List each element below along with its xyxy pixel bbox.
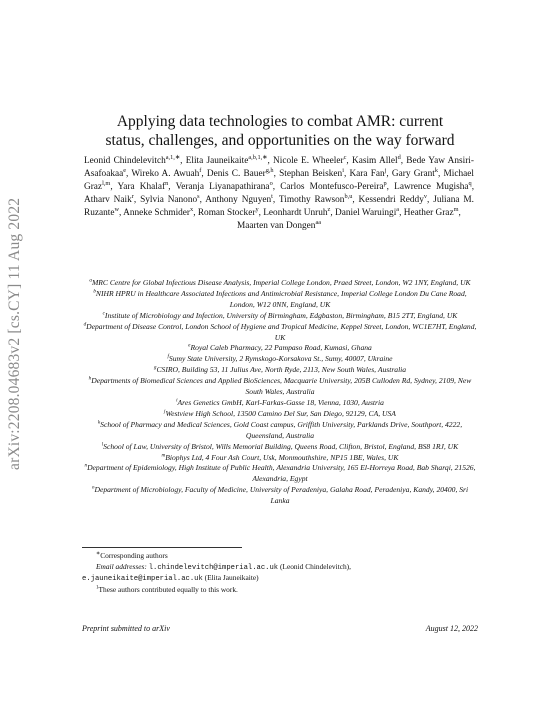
author-list (84, 155, 474, 233)
title-line-2: status, challenges, and opportunities on the way forward (105, 132, 455, 149)
affiliation-3: $^d$Department of Disease Control, London School of Hygiene and Tropical Medicine, Keppel Street, London, WC1E7HT, England, UK (83, 321, 477, 342)
email-1[interactable]: l.chindelevitch@imperial.ac.uk (148, 563, 279, 572)
footnotes (82, 551, 482, 595)
affiliation-7: $^h$Departments of Biomedical Sciences and Applied BioSciences, Macquarie University, 205B Culloden Rd, Sydney, 2109, New South Wales, Australia (88, 375, 472, 397)
footer-right: August 12, 2022 (425, 624, 478, 633)
affiliation-4: $^e$Royal Caleb Pharmacy, 22 Pampaso Road, Kumasi, Ghana (188, 342, 372, 353)
email-2[interactable]: e.jauneikaite@imperial.ac.uk (82, 575, 203, 583)
authors-text: Leonid Chindelevitch$^{a,1,∗}$, Elita Jauneikaite$^{a,b,1,∗}$, Nicole E. Wheeler$^c$, Kasim Allel$^d$, Bede Yaw Ansiri-Asafoakaa$^e$, Wireko A. Awuah$^f$, Denis C. Bauer$^{g,h}$, Stephan Beisken$^i$, Kara Fan$^j$, Gary Grant$^k$, Michael Graz$^{l,m}$, Yara Khalaf$^n$, Veranja Liyanapathirana$^o$, Carlos Montefusco-Pereira$^p$, Lawrence Mugisha$^q$, Atharv Naik$^r$, Sylvia Nanono$^s$, Anthony Nguyen$^t$, Timothy Rawson$^{b,u}$, Kessendri Reddy$^v$, Juliana M. Ruzante$^w$, Anneke Schmider$^x$, Roman Stocker$^y$, Leonhardt Unruh$^z$, Daniel Waruingi$^a$, Heather Graz$^m$, (84, 153, 475, 218)
affiliation-6: $^g$CSIRO, Building 53, 11 Julius Ave, North Ryde, 2113, New South Wales, Australia (153, 364, 407, 375)
affiliation-8: $^i$Ares Genetics GmbH, Karl-Farkas-Gasse 18, Vienna, 1030, Austria (176, 397, 384, 407)
affiliation-0: $^a$MRC Centre for Global Infectious Disease Analysis, Imperial College London, Praed Street, London, W2 1NY, England, UK (89, 277, 471, 287)
email-label: Email addresses: (96, 561, 147, 571)
corresponding-note: ∗Corresponding authors (96, 551, 168, 560)
affiliations (82, 278, 478, 507)
affiliation-9: $^j$Westview High School, 13500 Camino Del Sur, San Diego, 92129, CA, USA (164, 408, 396, 418)
affiliation-14: $^o$Department of Microbiology, Faculty of Medicine, University of Peradeniya, Galaha Road, Peradeniya, Kandy, 20400, Sri Lanka (91, 484, 469, 506)
email-note (82, 562, 482, 585)
paper-title (70, 112, 490, 150)
email-1-name: (Leonid Chindelevitch), (279, 561, 351, 571)
affiliation-12: $^m$Biophys Ltd, 4 Four Ash Court, Usk, Monmouthshire, NP15 1BE, Wales, UK (161, 451, 399, 462)
equal-contribution-note: $^1$These authors contributed equally to this work. (96, 584, 238, 594)
email-2-name: (Elita Jauneikaite) (204, 573, 259, 582)
footer-left: Preprint submitted to arXiv (82, 624, 170, 633)
affiliation-1: $^b$NIHR HPRU in Healthcare Associated Infections and Antimicrobial Resistance, Imperial College London Du Cane Road, London, W12 0NN, England, UK (93, 288, 467, 309)
page-footer (82, 624, 478, 633)
authors-last: Maarten van Dongen$^{aa}$ (236, 218, 322, 231)
affiliation-5: $^f$Sumy State University, 2 Rymskogo-Korsakova St., Sumy, 40007, Ukraine (167, 353, 393, 364)
affiliation-13: $^n$Department of Epidemiology, High Institute of Public Health, Alexandria University, 165 El-Horreya Road, Bab Sharqi, 21526, Alexandria, Egypt (84, 462, 476, 484)
affiliation-10: $^k$School of Pharmacy and Medical Sciences, Gold Coast campus, Griffith University, Parklands Drive, Southport, 4222, Queensland, Australia (97, 419, 463, 440)
affiliation-11: $^l$School of Law, University of Bristol, Wills Memorial Building, Queens Road, Clifton, Bristol, England, BS8 1RJ, UK (101, 441, 459, 451)
footnote-rule (82, 547, 242, 548)
title-line-1: Applying data technologies to combat AMR: current (116, 113, 444, 130)
affiliation-2: $^c$Institute of Microbiology and Infection, University of Birmingham, Edgbaston, Birmingham, B15 2TT, England, UK (102, 310, 458, 320)
arxiv-identifier: arXiv:2208.04683v2 [cs.CY] 11 Aug 2022 (6, 197, 23, 470)
